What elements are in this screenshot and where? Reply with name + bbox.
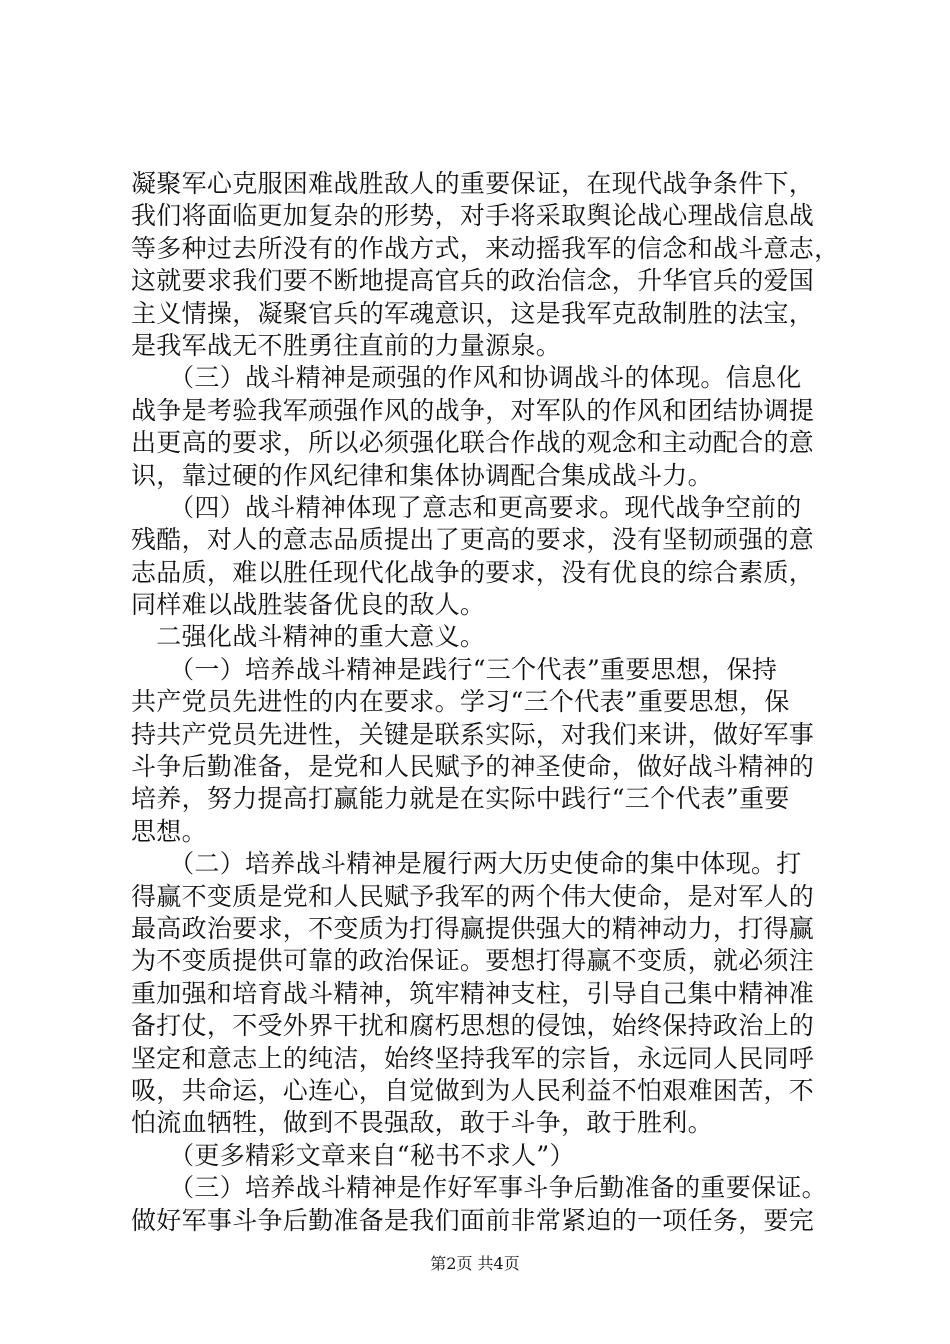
text-line: 做好军事斗争后勤准备是我们面前非常紧迫的一项任务，要完 [131, 1205, 815, 1235]
text-line: 斗争后勤准备，是党和人民赋予的神圣使命，做好战斗精神的 [131, 752, 815, 782]
text-line: 我们将面临更加复杂的形势，对手将采取舆论战心理战信息战 [131, 201, 815, 231]
text-line: 得赢不变质是党和人民赋予我军的两个伟大使命，是对军人的 [131, 881, 815, 911]
text-line: 二强化战斗精神的重大意义。 [131, 622, 486, 652]
text-line: 出更高的要求，所以必须强化联合作战的观念和主动配合的意 [131, 428, 815, 458]
text-line: 共产党员先进性的内在要求。学习“三个代表”重要思想，保 [131, 687, 790, 717]
text-line: 吸，共命运，心连心，自觉做到为人民利益不怕艰难困苦，不 [131, 1075, 815, 1105]
text-line: 这就要求我们要不断地提高官兵的政治信念，升华官兵的爱国 [131, 266, 815, 296]
text-line: 等多种过去所没有的作战方式，来动摇我军的信念和战斗意志， [131, 233, 840, 263]
text-line: 是我军战无不胜勇往直前的力量源泉。 [131, 330, 562, 360]
text-line: （更多精彩文章来自“秘书不求人”） [131, 1140, 575, 1170]
text-line: （四）战斗精神体现了意志和更高要求。现代战争空前的 [131, 492, 802, 522]
text-line: （三）战斗精神是顽强的作风和协调战斗的体现。信息化 [131, 363, 802, 393]
text-line: 怕流血牺牲，做到不畏强敌，敢于斗争，敢于胜利。 [131, 1108, 713, 1138]
text-line: 同样难以战胜装备优良的敌人。 [131, 590, 486, 620]
text-line: （二）培养战斗精神是履行两大历史使命的集中体现。打 [131, 849, 802, 879]
text-line: 思想。 [131, 816, 207, 846]
text-line: （一）培养战斗精神是践行“三个代表”重要思想，保持 [131, 654, 778, 684]
text-line: 坚定和意志上的纯洁，始终坚持我军的宗旨，永远同人民同呼 [131, 1043, 815, 1073]
text-line: 凝聚军心克服困难战胜敌人的重要保证，在现代战争条件下， [131, 169, 815, 198]
text-line: 为不变质提供可靠的政治保证。要想打得赢不变质，就必须注 [131, 946, 815, 976]
text-line: 战争是考验我军顽强作风的战争，对军队的作风和团结协调提 [131, 395, 815, 425]
text-line: 残酷，对人的意志品质提出了更高的要求，没有坚韧顽强的意 [131, 525, 815, 555]
text-line: 培养，努力提高打赢能力就是在实际中践行“三个代表”重要 [131, 784, 790, 814]
text-line: 持共产党员先进性，关键是联系实际，对我们来讲，做好军事 [131, 719, 815, 749]
document-body [131, 168, 841, 1237]
text-line: 主义情操，凝聚官兵的军魂意识，这是我军克敌制胜的法宝， [131, 298, 815, 328]
text-line: 重加强和培育战斗精神，筑牢精神支柱，引导自己集中精神准 [131, 978, 815, 1008]
text-line: 最高政治要求，不变质为打得赢提供强大的精神动力，打得赢 [131, 913, 815, 943]
text-line: 志品质，难以胜任现代化战争的要求，没有优良的综合素质， [131, 557, 815, 587]
page-footer: 第2页 共4页 [430, 1254, 520, 1273]
text-line: 备打仗，不受外界干扰和腐朽思想的侵蚀，始终保持政治上的 [131, 1011, 815, 1041]
text-line: （三）培养战斗精神是作好军事斗争后勤准备的重要保证。 [131, 1173, 827, 1203]
text-line: 识，靠过硬的作风纪律和集体协调配合集成战斗力。 [131, 460, 713, 490]
